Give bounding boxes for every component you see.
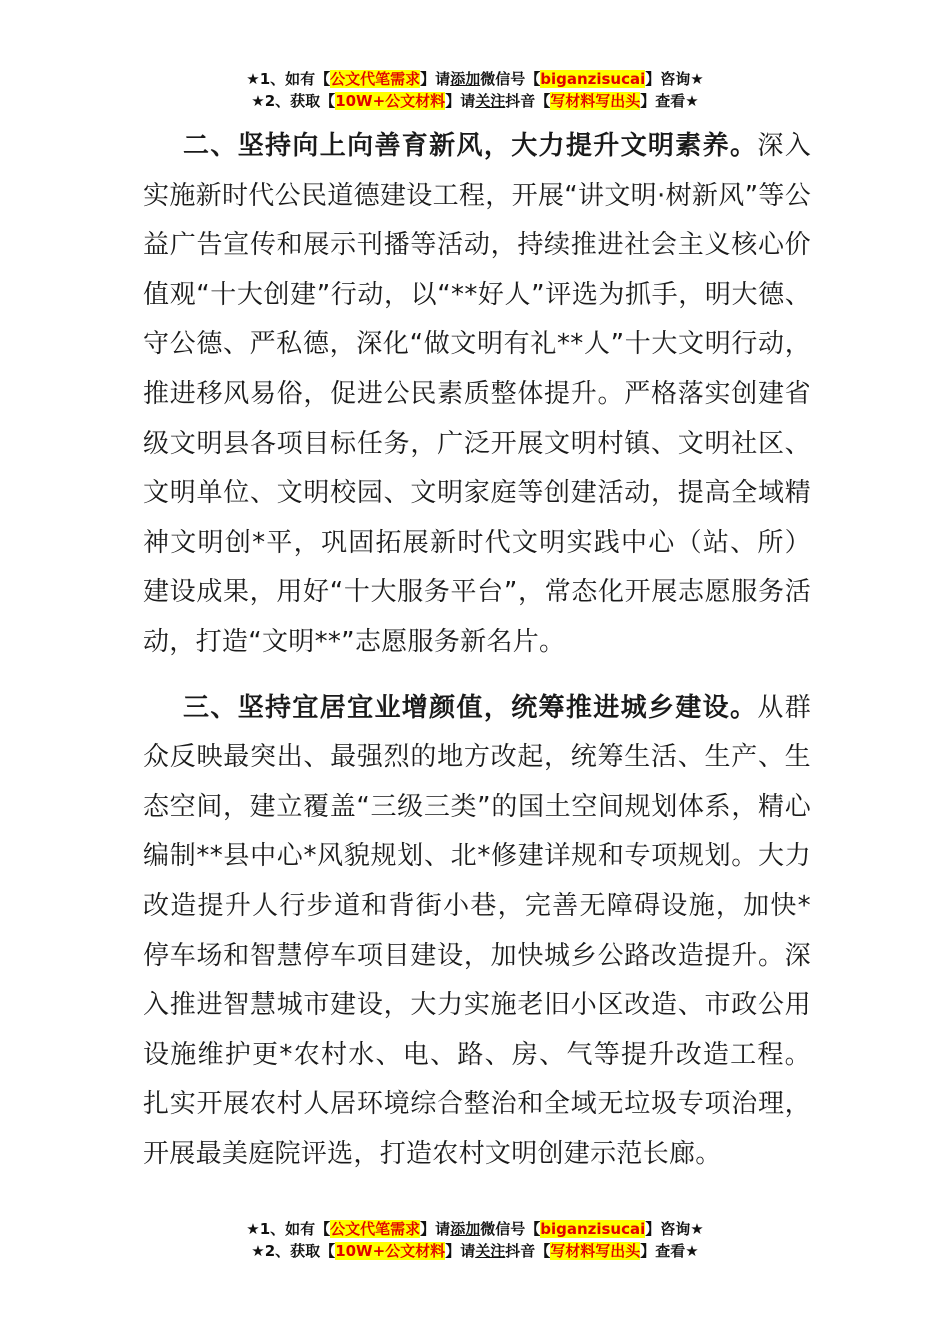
paragraph-section-3 xyxy=(143,684,811,1180)
highlight-douyin-account: 写材料写出头 xyxy=(550,92,641,110)
paragraph-text: 从群众反映最突出、最强烈的地方改起，统筹生活、生产、生态空间，建立覆盖“三级三类”的国土空间规划体系，精心编制**县中心*风貌规划、北*修建详规和专项规划。大力改造提升人行步道和背街小巷，完善无障碍设施，加快*停车场和智慧停车项目建设，加快城乡公路改造提升。深入推进智慧城市建设，大力实施老旧小区改造、市政公用设施维护更*农村水、电、路、房、气等提升改造工程。扎实开展农村人居环境综合整治和全域无垃圾专项治理，开展最美庭院评选，打造农村文明创建示范长廊。 xyxy=(143,692,811,1169)
banner-line-1: ★1、如有【公文代笔需求】请添加微信号【biganzisucai】咨询★ xyxy=(246,70,704,88)
highlight-wechat-id: biganzisucai xyxy=(540,70,646,88)
highlight-materials: 10W+公文材料 xyxy=(335,92,446,110)
footer-banner xyxy=(0,1218,950,1262)
document-body xyxy=(143,122,811,1179)
paragraph-heading: 二、坚持向上向善育新风，大力提升文明素养。 xyxy=(183,131,758,161)
highlight-service: 公文代笔需求 xyxy=(330,1220,421,1238)
highlight-douyin-account: 写材料写出头 xyxy=(550,1242,641,1260)
highlight-wechat-id: biganzisucai xyxy=(540,1220,646,1238)
banner-line-1: ★1、如有【公文代笔需求】请添加微信号【biganzisucai】咨询★ xyxy=(246,1220,704,1238)
highlight-service: 公文代笔需求 xyxy=(330,70,421,88)
header-banner xyxy=(0,68,950,112)
paragraph-text: 深入实施新时代公民道德建设工程，开展“讲文明·树新风”等公益广告宣传和展示刊播等活动，持续推进社会主义核心价值观“十大创建”行动，以“**好人”评选为抓手，明大德、守公德、严私德，深化“做文明有礼**人”十大文明行动，推进移风易俗，促进公民素质整体提升。严格落实创建省级文明县各项目标任务，广泛开展文明村镇、文明社区、文明单位、文明校园、文明家庭等创建活动，提高全域精神文明创*平，巩固拓展新时代文明实践中心（站、所）建设成果，用好“十大服务平台”，常态化开展志愿服务活动，打造“文明**”志愿服务新名片。 xyxy=(143,131,811,657)
paragraph-heading: 三、坚持宜居宜业增颜值，统筹推进城乡建设。 xyxy=(183,692,758,723)
highlight-materials: 10W+公文材料 xyxy=(335,1242,446,1260)
banner-line-2: ★2、获取【10W+公文材料】请关注抖音【写材料写出头】查看★ xyxy=(251,92,699,110)
paragraph-section-2 xyxy=(143,122,811,668)
banner-line-2: ★2、获取【10W+公文材料】请关注抖音【写材料写出头】查看★ xyxy=(251,1242,699,1260)
